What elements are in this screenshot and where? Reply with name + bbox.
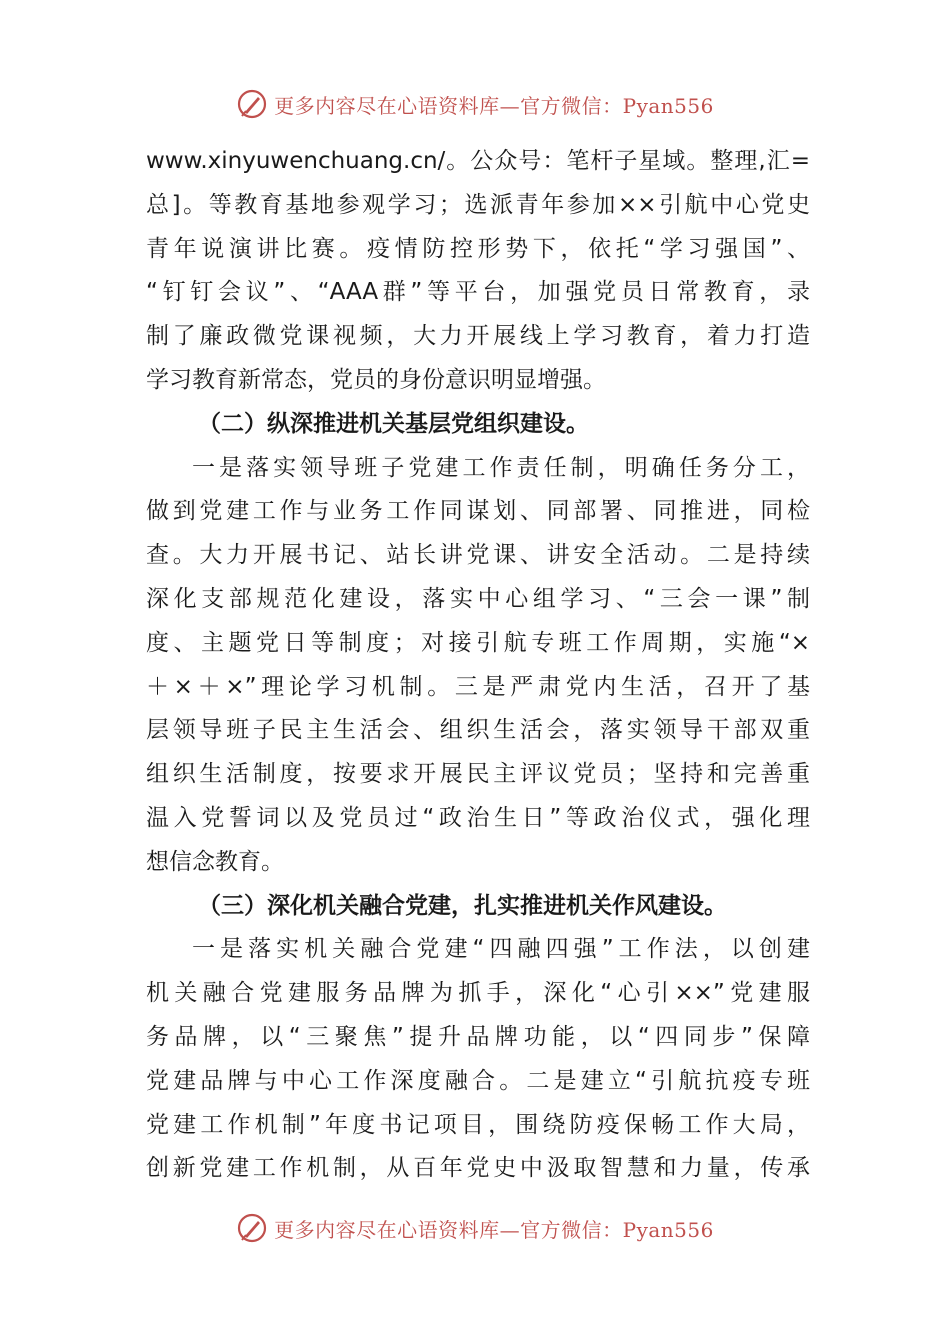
text-line: “钉钉会议”、“AAA群”等平台，加强党员日常教育，录 — [146, 279, 810, 306]
document-body — [146, 140, 810, 1191]
text-line: 机关融合党建服务品牌为抓手，深化“心引××”党建服 — [146, 980, 810, 1007]
text-line: 党建品牌与中心工作深度融合。二是建立“引航抗疫专班 — [146, 1067, 810, 1094]
text-line: 制了廉政微党课视频，大力开展线上学习教育，着力打造 — [146, 323, 810, 350]
text-line: 创新党建工作机制，从百年党史中汲取智慧和力量，传承 — [146, 1155, 810, 1182]
text-line: 一是落实领导班子党建工作责任制，明确任务分工， — [192, 454, 810, 481]
text-line: www.xinyuwenchuang.cn/。公众号：笔杆子星域。整理,汇= — [146, 148, 810, 174]
banner-text: 更多内容尽在心语资料库—官方微信：Pyan556 — [274, 1217, 714, 1242]
text-line: ＋×＋×”理论学习机制。三是严肃党内生活，召开了基 — [146, 673, 810, 700]
section-heading-3: （三）深化机关融合党建，扎实推进机关作风建设。 — [198, 892, 727, 919]
section-heading-2: （二）纵深推进机关基层党组织建设。 — [198, 410, 589, 437]
header-watermark-banner — [0, 84, 950, 124]
text-line: 度、主题党日等制度；对接引航专班工作周期，实施“× — [146, 629, 810, 656]
banner-text: 更多内容尽在心语资料库—官方微信：Pyan556 — [274, 93, 714, 118]
text-line: 组织生活制度，按要求开展民主评议党员；坚持和完善重 — [146, 761, 810, 788]
quill-pen-logo-icon — [236, 88, 268, 120]
text-line: 做到党建工作与业务工作同谋划、同部署、同推进，同检 — [146, 498, 810, 525]
text-line: 总]。等教育基地参观学习；选派青年参加××引航中心党史 — [146, 191, 810, 218]
text-line: 深化支部规范化建设，落实中心组学习、“三会一课”制 — [146, 585, 810, 612]
text-line: 学习教育新常态，党员的身份意识明显增强。 — [146, 366, 606, 393]
text-line: 温入党誓词以及党员过“政治生日”等政治仪式，强化理 — [146, 804, 810, 831]
quill-pen-logo-icon — [236, 1212, 268, 1244]
text-line: 务品牌，以“三聚焦”提升品牌功能，以“四同步”保障 — [146, 1023, 810, 1050]
text-line: 想信念教育。 — [146, 848, 284, 875]
text-line: 一是落实机关融合党建“四融四强”工作法，以创建 — [192, 936, 810, 963]
text-line: 查。大力开展书记、站长讲党课、讲安全活动。二是持续 — [146, 542, 810, 569]
footer-watermark-banner — [0, 1208, 950, 1248]
text-line: 青年说演讲比赛。疫情防控形势下，依托“学习强国”、 — [146, 235, 810, 262]
text-line: 层领导班子民主生活会、组织生活会，落实领导干部双重 — [146, 717, 810, 744]
text-line: 党建工作机制”年度书记项目，围绕防疫保畅工作大局， — [146, 1111, 810, 1138]
